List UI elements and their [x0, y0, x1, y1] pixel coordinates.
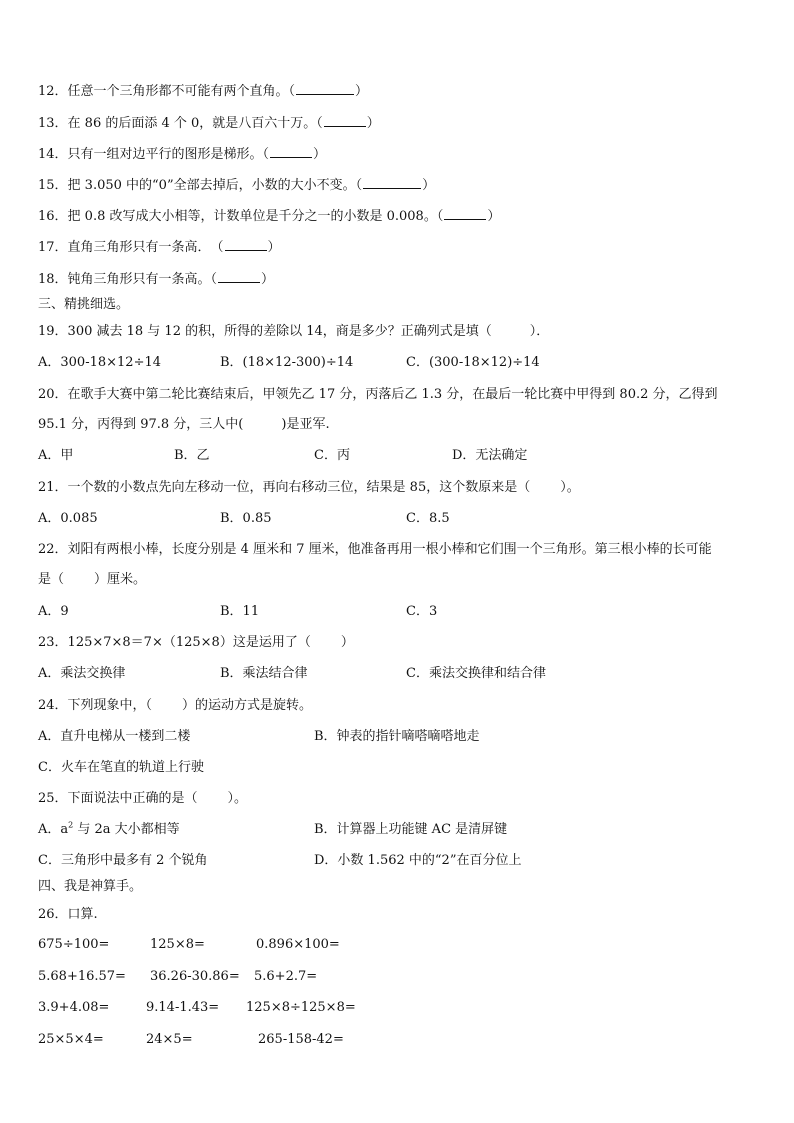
option-c[interactable]: C．三角形中最多有 2 个锐角 — [38, 853, 208, 868]
option-b[interactable]: B．(18×12-300)÷14 — [220, 355, 354, 370]
option-b[interactable]: B．乙 — [174, 448, 210, 463]
option-c[interactable]: C．火车在笔直的轨道上行驶 — [38, 760, 204, 775]
calc-item: 125×8÷125×8= — [246, 1000, 356, 1015]
calc-item: 265-158-42= — [258, 1032, 344, 1047]
calc-item: 5.68+16.57= — [38, 969, 126, 984]
option-c[interactable]: C．8.5 — [406, 511, 450, 526]
option-c[interactable]: C．(300-18×12)÷14 — [406, 355, 540, 370]
question-24: 24．下列现象中，（ ）的运动方式是旋转。 — [38, 698, 313, 713]
option-a[interactable]: A．300-18×12÷14 — [38, 355, 162, 370]
section-heading-4: 四、我是神算手。 — [38, 879, 143, 894]
option-c[interactable]: C．3 — [406, 604, 438, 619]
question-20-cont: 95.1 分，丙得到 97.8 分，三人中( )是亚军. — [38, 417, 330, 432]
option-a[interactable]: A．直升电梯从一楼到二楼 — [38, 729, 191, 744]
question-22: 22．刘阳有两根小棒，长度分别是 4 厘米和 7 厘米，他准备再用一根小棒和它们围一个三角形。第三根小棒的长可能 — [38, 542, 712, 557]
calc-item: 3.9+4.08= — [38, 1000, 110, 1015]
question-21: 21．一个数的小数点先向左移动一位，再向右移动三位，结果是 85，这个数原来是（ ）。 — [38, 480, 580, 495]
option-b[interactable]: B．11 — [220, 604, 260, 619]
option-d[interactable]: D．无法确定 — [452, 448, 528, 463]
option-a[interactable]: A．$a^2$ 与 2a 大小都相等 — [38, 820, 180, 837]
calc-item: 5.6+2.7= — [254, 969, 318, 984]
question-13: 13．在 86 的后面添 4 个 0，就是八百六十万。（ ） — [38, 116, 380, 131]
question-26-title: 26．口算. — [38, 907, 98, 922]
question-23: 23．125×7×8＝7×（125×8）这是运用了（ ） — [38, 635, 354, 650]
answer-blank[interactable] — [225, 238, 267, 251]
question-20: 20．在歌手大赛中第二轮比赛结束后，甲领先乙 17 分，丙落后乙 1.3 分，在最后一轮比赛中甲得到 80.2 分，乙得到 — [38, 387, 718, 402]
option-b[interactable]: B．钟表的指针嘀嗒嘀嗒地走 — [314, 729, 480, 744]
option-d[interactable]: D．小数 1.562 中的“2”在百分位上 — [314, 853, 522, 868]
option-b[interactable]: B．计算器上功能键 AC 是清屏键 — [314, 822, 508, 837]
section-heading-3: 三、精挑细选。 — [38, 297, 130, 312]
calc-item: 24×5= — [146, 1032, 193, 1047]
question-22-cont: 是（ ）厘米。 — [38, 572, 147, 587]
question-14: 14．只有一组对边平行的图形是梯形。（ ） — [38, 147, 327, 162]
option-a[interactable]: A．乘法交换律 — [38, 666, 126, 681]
answer-blank[interactable] — [324, 114, 366, 127]
question-18: 18．钝角三角形只有一条高。（ ） — [38, 272, 275, 287]
option-b[interactable]: B．0.85 — [220, 511, 272, 526]
answer-blank[interactable] — [444, 207, 486, 220]
calc-item: 36.26-30.86= — [150, 969, 240, 984]
option-b[interactable]: B．乘法结合律 — [220, 666, 308, 681]
calc-item: 25×5×4= — [38, 1032, 104, 1047]
option-a[interactable]: A．0.085 — [38, 511, 98, 526]
question-15: 15．把 3.050 中的“0”全部去掉后，小数的大小不变。（ ） — [38, 178, 436, 193]
calc-item: 0.896×100= — [256, 937, 340, 952]
calc-item: 125×8= — [150, 937, 205, 952]
answer-blank[interactable] — [296, 82, 354, 95]
option-a[interactable]: A．甲 — [38, 448, 74, 463]
calc-item: 9.14-1.43= — [146, 1000, 220, 1015]
question-25: 25．下面说法中正确的是（ ）。 — [38, 791, 248, 806]
question-12: 12．任意一个三角形都不可能有两个直角。（ ） — [38, 84, 369, 99]
question-17: 17．直角三角形只有一条高． （ ） — [38, 240, 281, 255]
question-19: 19．300 减去 18 与 12 的积，所得的差除以 14，商是多少？正确列式是填（ ）． — [38, 324, 550, 339]
answer-blank[interactable] — [270, 145, 312, 158]
answer-blank[interactable] — [218, 270, 260, 283]
calc-item: 675÷100= — [38, 937, 110, 952]
option-c[interactable]: C．丙 — [314, 448, 350, 463]
option-c[interactable]: C．乘法交换律和结合律 — [406, 666, 546, 681]
question-16: 16．把 0.8 改写成大小相等，计数单位是千分之一的小数是 0.008。（ ） — [38, 209, 501, 224]
option-a[interactable]: A．9 — [38, 604, 69, 619]
answer-blank[interactable] — [363, 176, 421, 189]
